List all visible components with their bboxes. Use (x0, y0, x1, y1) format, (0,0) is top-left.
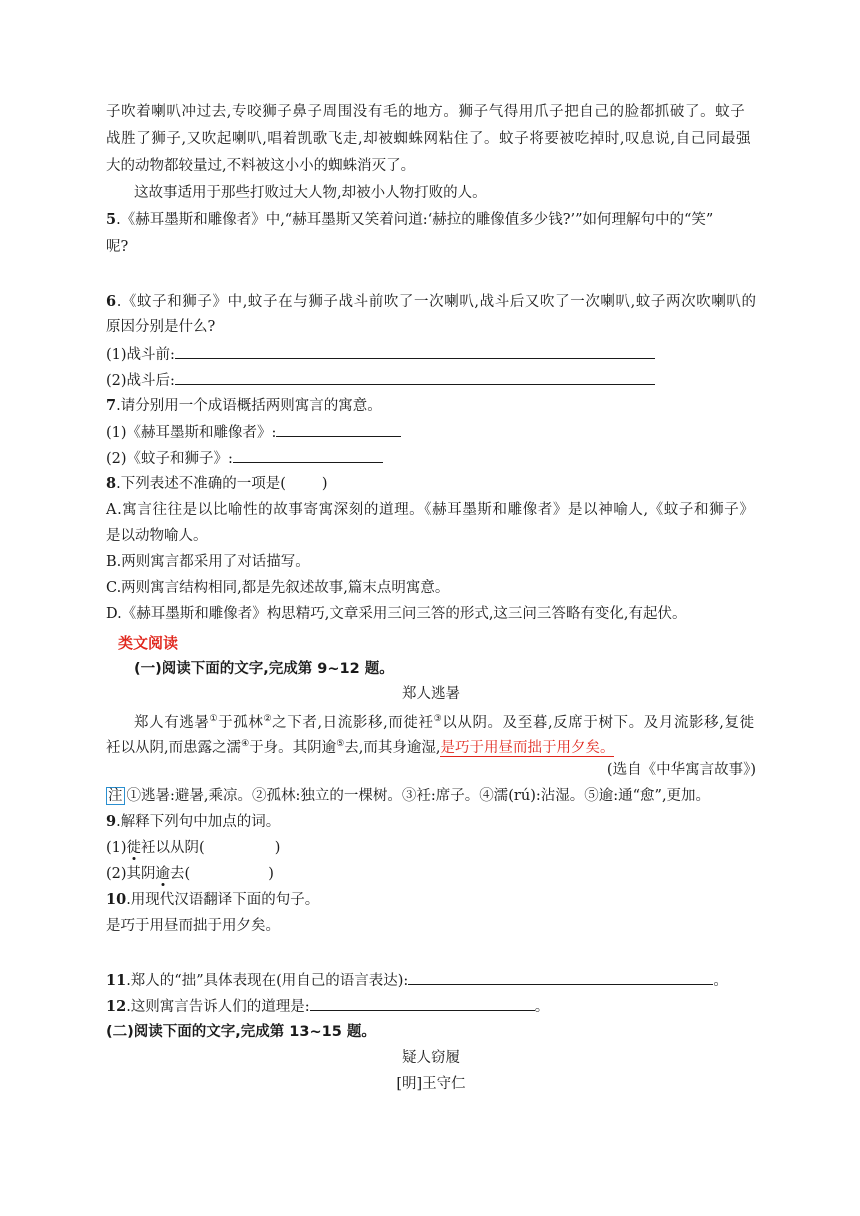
question-12 (106, 996, 756, 1017)
highlighted-sentence: 是巧于用昼而拙于用夕矣。 (440, 739, 615, 756)
question-10-sentence: 是巧于用昼而拙于用夕矣。 (106, 918, 280, 934)
question-text: .请分别用一个成语概括两则寓言的寓意。 (116, 398, 382, 414)
question-number: 6 (106, 293, 117, 310)
answer-blank[interactable] (408, 970, 713, 985)
question-6 (106, 292, 756, 312)
answer-6-1 (106, 344, 756, 365)
answer-blank[interactable] (233, 448, 383, 463)
option-c: C.两则寓言结构相同,都是先叙述故事,篇末点明寓意。 (106, 580, 450, 596)
footnote-mark: ② (263, 714, 273, 724)
passage-text: 于孤林 (218, 714, 264, 731)
answer-label: (1)战斗前: (106, 347, 175, 363)
option-d: D.《赫耳墨斯和雕像者》构思精巧,文章采用三问三答的形式,这三问三答略有变化,有起伏。 (106, 606, 687, 622)
question-8 (106, 474, 756, 494)
question-11 (106, 970, 756, 991)
answer-label: (1)《赫耳墨斯和雕像者》: (106, 425, 277, 441)
answer-label: 去( (170, 866, 191, 882)
option-b: B.两则寓言都采用了对话描写。 (106, 554, 310, 570)
question-number: 8 (106, 475, 117, 492)
question-text: .这则寓言告诉人们的道理是: (126, 999, 310, 1015)
question-10 (106, 890, 756, 910)
question-number: 12 (106, 998, 127, 1015)
story-line-3: 大的动物都较量过,不料被这小小的蜘蛛消灭了。 (106, 158, 416, 174)
question-number: 9 (106, 813, 117, 830)
question-9 (106, 812, 756, 832)
story-line-1: 子吹着喇叭冲过去,专咬狮子鼻子周围没有毛的地方。狮子气得用爪子把自己的脸都抓破了。蚊子 (106, 104, 746, 120)
passage-line-2 (106, 734, 756, 758)
note-tag: 注 (108, 788, 123, 804)
passage-source: (选自《中华寓言故事》) (606, 762, 756, 778)
footnote-mark: ③ (433, 714, 443, 724)
passage-text: 郑人有逃暑 (134, 714, 210, 731)
passage-text: 以从阴。及至暮,反席于树下。及月流影移,复徙 (442, 714, 755, 731)
question-number: 7 (106, 397, 117, 414)
footnotes (106, 786, 756, 806)
period: 。 (713, 973, 728, 989)
paren-close: ) (268, 866, 274, 882)
question-number: 5 (106, 211, 117, 228)
part2-title: 疑人窃履 (402, 1050, 460, 1066)
question-text: .《蚊子和狮子》中,蚊子在与狮子战斗前吹了一次喇叭,战斗后又吹了一次喇叭,蚊子两次吹喇叭的 (116, 294, 757, 310)
passage-text: 于身。其阴逾 (249, 739, 337, 756)
passage-text: 之下者,日流影移,而徙衽 (272, 714, 434, 731)
part2-intro: (二)阅读下面的文字,完成第 13~15 题。 (106, 1024, 376, 1040)
option-a: A.寓言往往是以比喻性的故事寄寓深刻的道理。《赫耳墨斯和雕像者》是以神喻人,《蚊子和狮子》 (106, 502, 755, 518)
paren-close: ) (321, 476, 328, 492)
answer-blank[interactable] (175, 370, 655, 385)
answer-7-2 (106, 448, 756, 469)
dotted-word: 徙 (126, 840, 142, 856)
question-text: .《赫耳墨斯和雕像者》中,“赫耳墨斯又笑着问道:‘赫拉的雕像值多少钱?’”如何理解句中的“笑” (116, 212, 714, 228)
question-5 (106, 210, 756, 230)
answer-label: (1) (106, 840, 127, 856)
question-number: 11 (106, 972, 127, 989)
answer-9-2 (106, 864, 756, 884)
section-heading: 类文阅读 (118, 634, 179, 652)
question-5-cont: 呢? (106, 239, 129, 255)
answer-blank[interactable] (276, 422, 401, 437)
passage-text: 去,而其身逾湿, (344, 739, 441, 756)
question-text: .下列表述不准确的一项是( (116, 476, 286, 492)
passage-line-1 (134, 709, 784, 733)
answer-6-2 (106, 370, 756, 391)
answer-7-1 (106, 422, 756, 443)
footnote-mark: ④ (241, 739, 250, 749)
answer-label: (2)《蚊子和狮子》: (106, 451, 233, 467)
answer-label: 衽以从阴( (141, 840, 205, 856)
story-line-2: 战胜了狮子,又吹起喇叭,唱着凯歌飞走,却被蜘蛛网粘住了。蚊子将要被吃掉时,叹息说,自己同最强 (106, 131, 752, 147)
question-7 (106, 396, 756, 416)
period: 。 (534, 999, 550, 1015)
part2-author: [明]王守仁 (396, 1076, 466, 1092)
part1-intro: (一)阅读下面的文字,完成第 9~12 题。 (134, 661, 394, 677)
story-moral: 这故事适用于那些打败过大人物,却被小人物打败的人。 (134, 185, 487, 201)
footnote-mark: ⑤ (336, 739, 345, 749)
dotted-word: 逾 (155, 866, 171, 882)
answer-label: (2)战斗后: (106, 373, 175, 389)
answer-blank[interactable] (310, 996, 535, 1011)
passage-title: 郑人逃暑 (402, 686, 460, 702)
footnote-mark: ① (209, 714, 219, 724)
question-number: 10 (106, 891, 127, 908)
question-text: .解释下列句中加点的词。 (116, 814, 281, 830)
note-text: ①逃暑:避暑,乘凉。②孤林:独立的一棵树。③衽:席子。④濡(rú):沾湿。⑤逾:通“愈”,更加。 (126, 788, 711, 804)
answer-9-1 (106, 838, 756, 858)
passage-text: 衽以从阴,而患露之濡 (106, 739, 242, 756)
question-6-cont: 原因分别是什么? (106, 319, 216, 335)
option-a-cont: 是以动物喻人。 (106, 528, 208, 544)
answer-blank[interactable] (175, 344, 655, 359)
question-text: .郑人的“拙”具体表现在(用自己的语言表达): (126, 973, 409, 989)
paren-close: ) (274, 840, 281, 856)
question-text: .用现代汉语翻译下面的句子。 (126, 892, 320, 908)
answer-label: (2)其阴 (106, 866, 156, 882)
